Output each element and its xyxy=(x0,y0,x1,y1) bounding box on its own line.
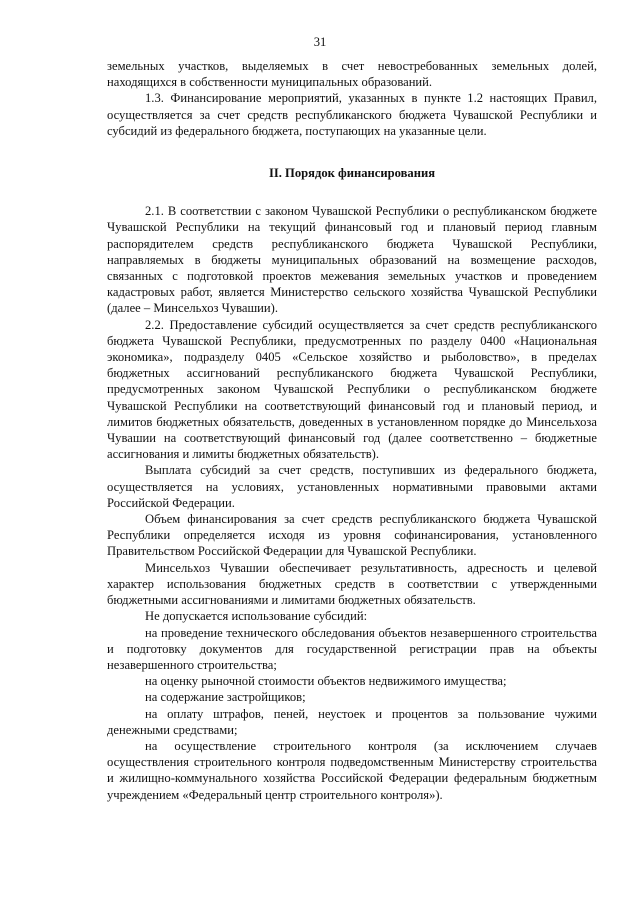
paragraph-2-1: 2.1. В соответствии с законом Чувашской Республики о республиканском бюджете Чувашской Республики на текущий финансовый год и плановый период главным распорядителем средств республиканского бюджета Чувашской Республики, направляемых в бюджеты муниципальных образований на возмещение расходов, связанных с подготовкой проектов межевания земельных участков и проведением кадастровых работ, является Министерство сельского хозяйства Чувашской Республики (далее – Минсельхоз Чувашии). xyxy=(107,204,597,316)
document-body xyxy=(107,58,597,803)
list-item-technical-inspection: на проведение технического обследования объектов незавершенного строительства и подготовку документов для государственной регистрации прав на объекты незавершенного строительства; xyxy=(107,625,597,672)
list-item-market-valuation: на оценку рыночной стоимости объектов недвижимого имущества; xyxy=(145,674,507,689)
list-item-construction-control: на осуществление строительного контроля (за исключением случаев осуществления строительного контроля подведомственным Министерству строительства и жилищно-коммунального хозяйства Российской Федерации федеральным бюджетным учреждением «Федеральный центр строительного контроля»). xyxy=(107,738,597,802)
page-number: 31 xyxy=(313,35,327,49)
section-heading: II. Порядок финансирования xyxy=(268,166,436,181)
list-item-developer-maintenance: на содержание застройщиков; xyxy=(145,690,306,705)
paragraph-ministry-responsibility: Минсельхоз Чувашии обеспечивает результативность, адресность и целевой характер использования бюджетных средств в соответствии с утвержденными бюджетными ассигнованиями и лимитами бюджетных обязательств. xyxy=(107,560,597,608)
paragraph-prohibition-intro: Не допускается использование субсидий: xyxy=(145,609,368,624)
list-item-fines-penalties: на оплату штрафов, пеней, неустоек и процентов за пользование чужими денежными средствами; xyxy=(107,706,597,737)
paragraph-2-2: 2.2. Предоставление субсидий осуществляется за счет средств республиканского бюджета Чувашской Республики, предусмотренных по разделу 0400 «Национальная экономика», подразделу 0405 «Сельское хозяйство и рыболовство», в пределах бюджетных ассигнований республиканского бюджета Чувашской Республики, предусмотренных законом Чувашской Республики о республиканском бюджете Чувашской Республики на соответствующий финансовый год и плановый период, и лимитов бюджетных обязательств, доведенных в установленном порядке до Минсельхоза Чувашии на соответствующий финансовый год (далее соответственно – бюджетные ассигнования и лимиты бюджетных обязательств). xyxy=(107,317,597,462)
paragraph-1-3: 1.3. Финансирование мероприятий, указанных в пункте 1.2 настоящих Правил, осуществляется за счет средств республиканского бюджета Чувашской Республики и субсидий из федерального бюджета, поступающих на указанные цели. xyxy=(107,91,597,138)
paragraph-federal-subsidy: Выплата субсидий за счет средств, поступивших из федерального бюджета, осуществляется на условиях, установленных нормативными правовыми актами Российской Федерации. xyxy=(107,463,597,510)
paragraph-continuation: земельных участков, выделяемых в счет невостребованных земельных долей, находящихся в собственности муниципальных образований. xyxy=(107,59,597,90)
paragraph-funding-volume: Объем финансирования за счет средств республиканского бюджета Чувашской Республики определяется исходя из уровня софинансирования, установленного Правительством Российской Федерации для Чувашской Республики. xyxy=(107,512,597,559)
